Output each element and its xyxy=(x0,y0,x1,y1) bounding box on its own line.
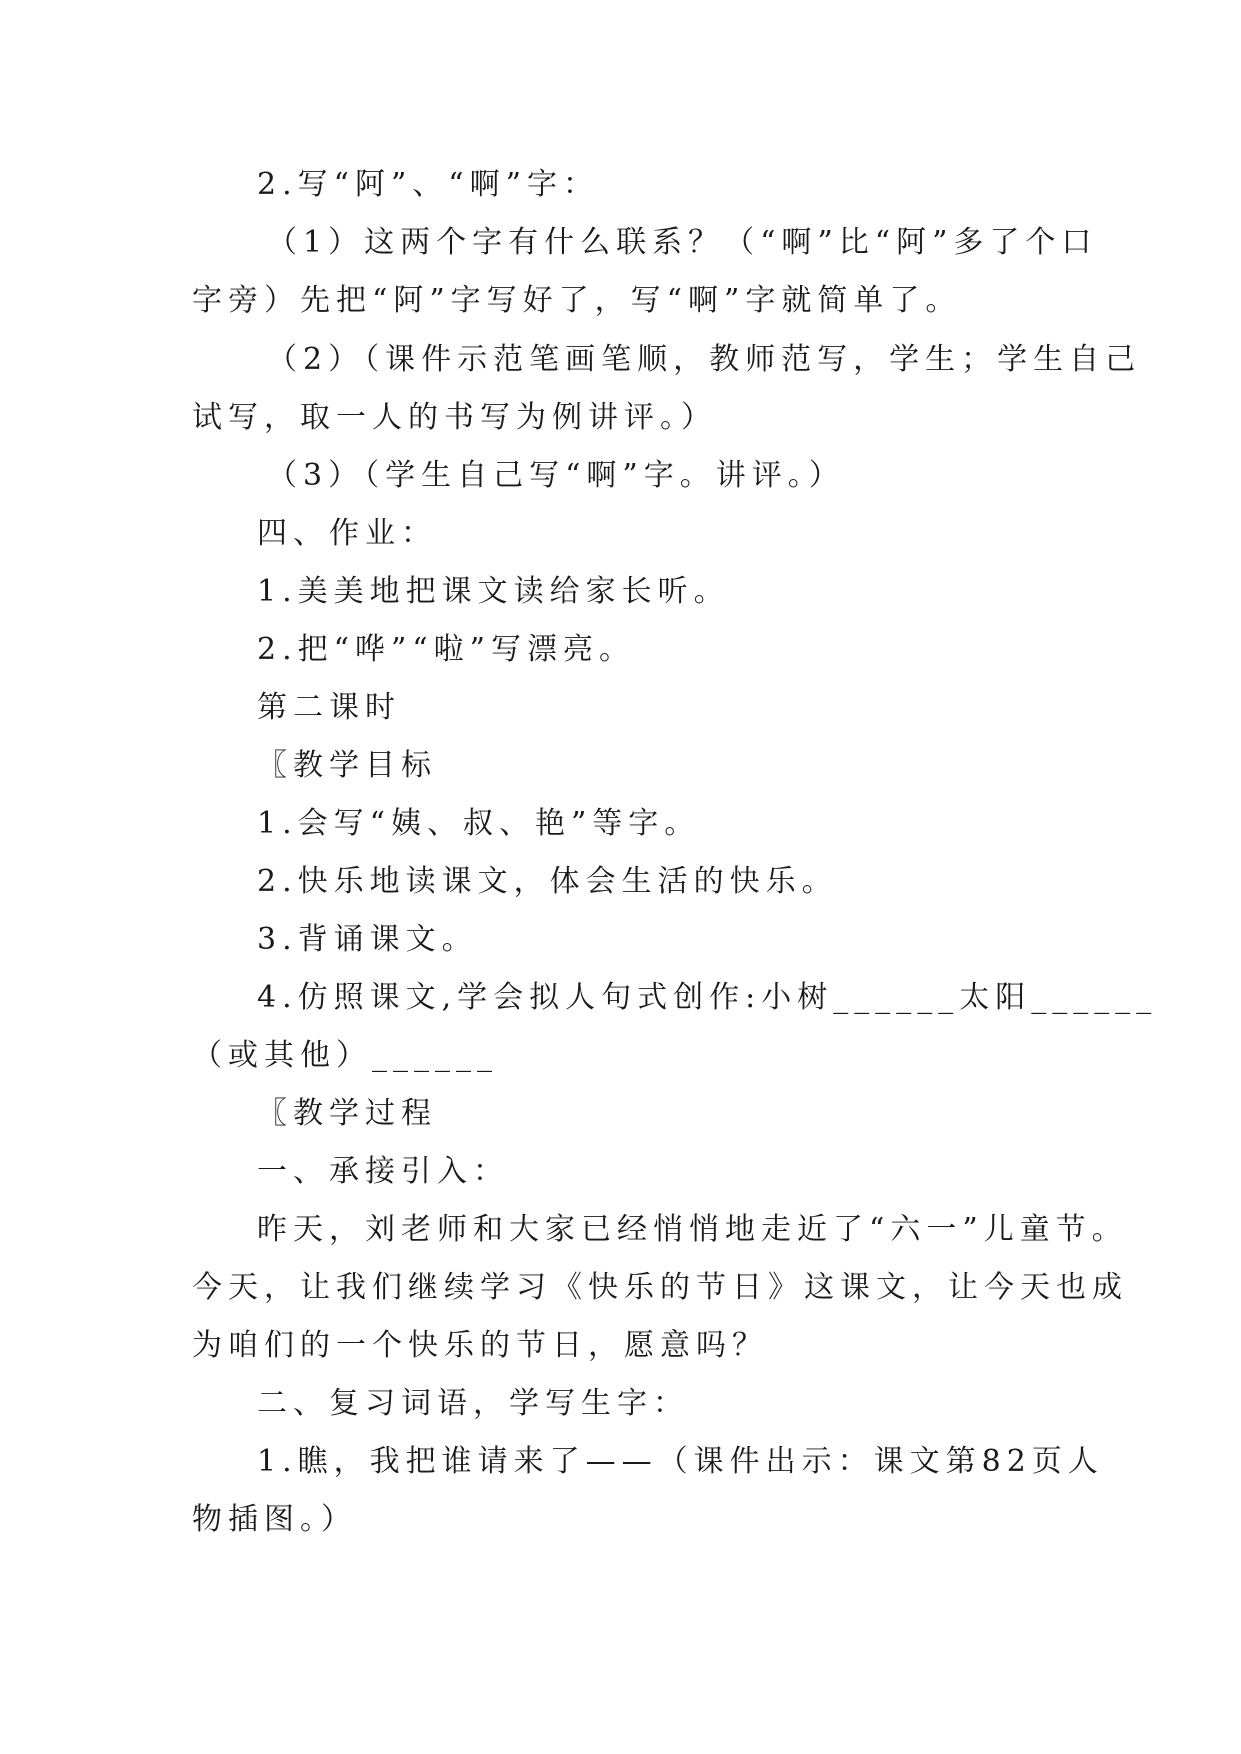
paragraph-line: 2.快乐地读课文，体会生活的快乐。 xyxy=(257,864,838,899)
paragraph-line: 今天，让我们继续学习《快乐的节日》这课文，让今天也成 xyxy=(192,1270,1128,1305)
paragraph-line: 字旁）先把“阿”字写好了，写“啊”字就简单了。 xyxy=(192,283,962,318)
paragraph-line: （3）（学生自己写“啊”字。讲评。） xyxy=(267,458,845,493)
lesson-heading: 第二课时 xyxy=(257,690,401,725)
paragraph-line: 物插图。） xyxy=(192,1502,357,1537)
paragraph-line: 1.会写“姨、叔、艳”等字。 xyxy=(257,806,701,841)
section-heading: 一、承接引入： xyxy=(257,1154,509,1189)
paragraph-line: （2）（课件示范笔画笔顺，教师范写，学生；学生自己 xyxy=(267,342,1142,377)
section-heading: 〖教学目标 xyxy=(257,748,437,783)
section-heading: 四、作业： xyxy=(257,516,437,551)
paragraph-line: 昨天，刘老师和大家已经悄悄地走近了“六一”儿童节。 xyxy=(257,1212,1128,1247)
section-heading: 二、复习词语，学写生字： xyxy=(257,1386,689,1421)
paragraph-line: 1.瞧，我把谁请来了——（课件出示：课文第82页人 xyxy=(257,1444,1104,1479)
paragraph-line: 为咱们的一个快乐的节日，愿意吗？ xyxy=(192,1328,768,1363)
paragraph-line: （或其他）______ xyxy=(192,1038,498,1073)
paragraph-line: 2.写“阿”、“啊”字： xyxy=(257,167,599,202)
paragraph-line: 2.把“哗”“啦”写漂亮。 xyxy=(257,632,635,667)
paragraph-line: 1.美美地把课文读给家长听。 xyxy=(257,574,730,609)
paragraph-line: 4.仿照课文,学会拟人句式创作:小树______太阳______ xyxy=(257,980,1158,1015)
section-heading: 〖教学过程 xyxy=(257,1096,437,1131)
paragraph-line: 3.背诵课文。 xyxy=(257,922,478,957)
paragraph-line: 试写，取一人的书写为例讲评。） xyxy=(192,400,717,435)
paragraph-line: （1）这两个字有什么联系？（“啊”比“阿”多了个口 xyxy=(267,225,1098,260)
